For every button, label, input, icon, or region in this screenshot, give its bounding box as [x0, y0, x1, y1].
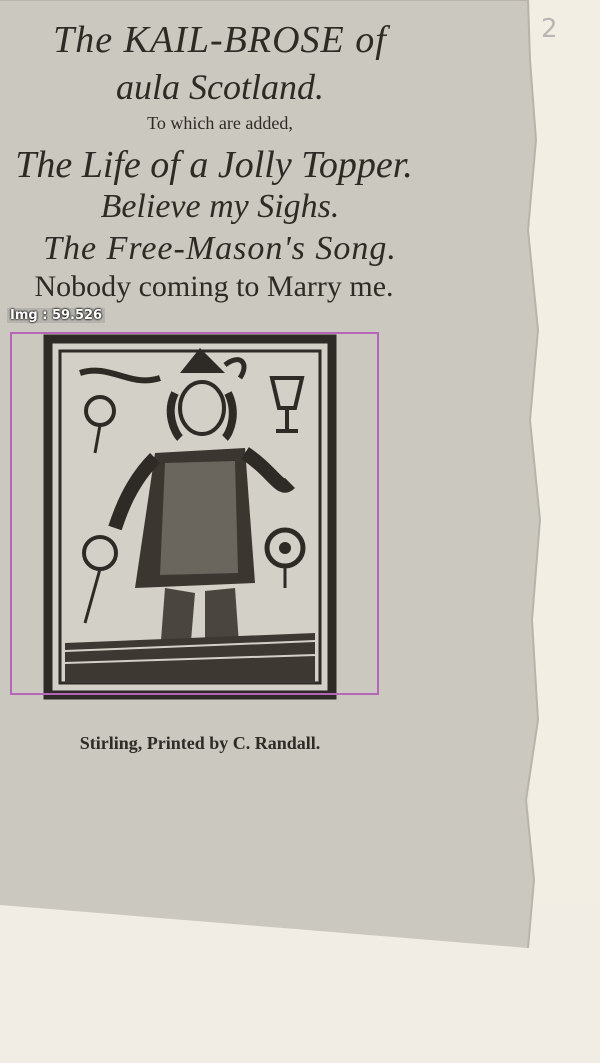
song-title-3: The Free-Mason's Song. — [43, 230, 397, 267]
song-title-2: Believe my Sighs. — [100, 188, 340, 225]
imprint-line: Stirling, Printed by C. Randall. — [79, 733, 321, 753]
page-number: 2 — [541, 14, 558, 44]
subtitle-line: To which are added, — [147, 113, 293, 133]
title-line-2: aula Scotland. — [116, 67, 324, 107]
title-line-1: The KAIL-BROSE of — [53, 19, 387, 61]
song-title-4: Nobody coming to Marry me. — [34, 270, 394, 303]
song-title-1: The Life of a Jolly Topper. — [15, 144, 413, 186]
image-bounding-box — [10, 332, 379, 695]
image-confidence-label: Img : 59.526 — [7, 308, 105, 323]
